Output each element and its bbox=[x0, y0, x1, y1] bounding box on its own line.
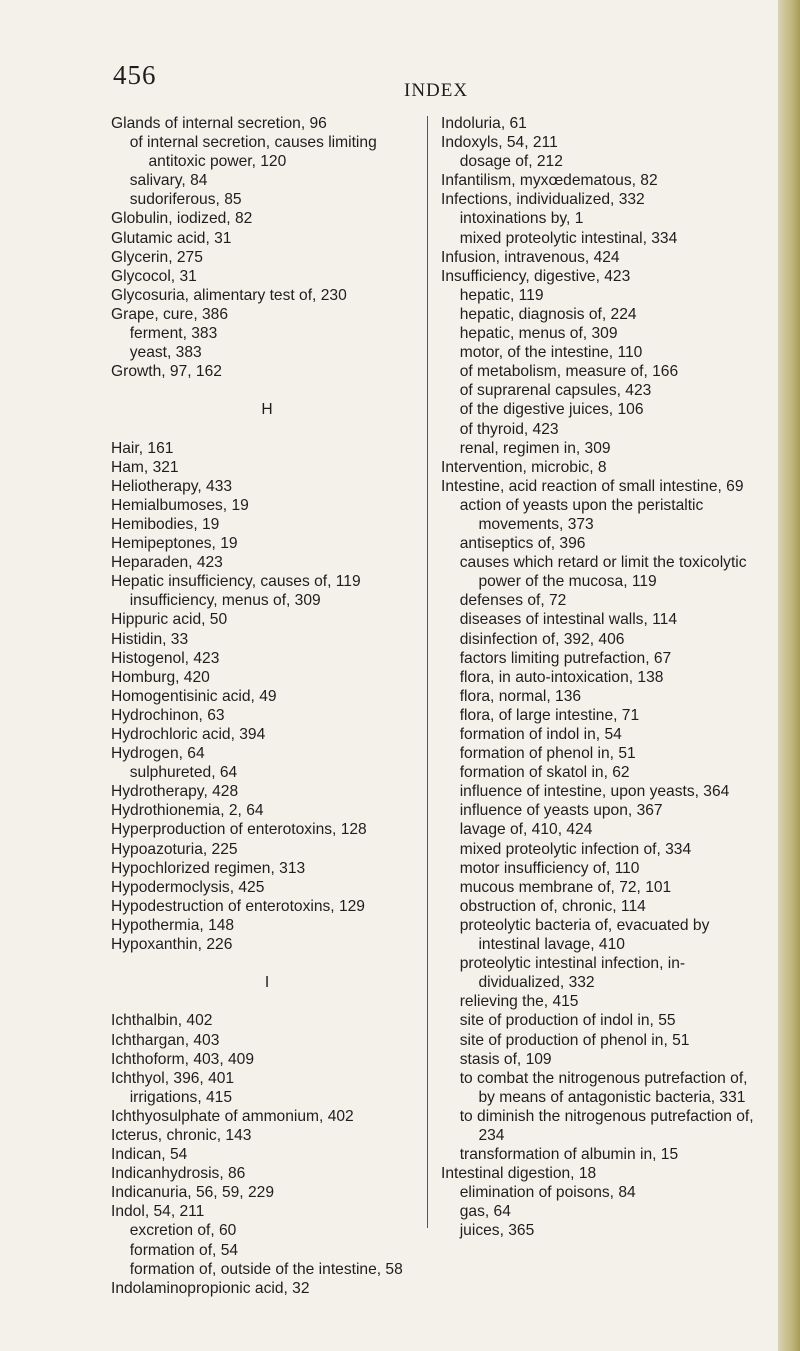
index-entry: Hydrogen, 64 bbox=[111, 745, 205, 763]
index-subentry: irrigations, 415 bbox=[129, 1088, 232, 1106]
index-subentry: of internal secretion, causes limiting antitoxic power, 120 bbox=[129, 134, 377, 171]
page-number: 456 bbox=[113, 60, 157, 90]
index-subentry: causes which retard or limit the toxicolytic power of the mucosa, 119 bbox=[459, 554, 747, 591]
index-entry: Hydrochloric acid, 394 bbox=[111, 726, 266, 743]
index-entry: Glycosuria, alimentary test of, 230 bbox=[111, 286, 347, 304]
index-subentry: hepatic, 119 bbox=[459, 286, 544, 304]
index-entry: Hypodestruction of enterotoxins, 129 bbox=[111, 897, 365, 915]
index-entry: Ichthalbin, 402 bbox=[111, 1012, 213, 1030]
index-subentry: mucous membrane of, 72, 101 bbox=[459, 878, 672, 896]
index-entry: Glutamic acid, 31 bbox=[111, 229, 232, 247]
index-subentry: hepatic, menus of, 309 bbox=[459, 325, 618, 343]
index-subentry: salivary, 84 bbox=[129, 172, 208, 190]
index-entry: Glands of internal secretion, 96 bbox=[111, 115, 327, 132]
index-subentry: to combat the nitrogenous putrefaction of, by means of antagonistic bacteria, 331 bbox=[459, 1069, 748, 1106]
index-subentry: mixed proteolytic infection of, 334 bbox=[459, 840, 692, 858]
index-subentry: gas, 64 bbox=[459, 1203, 511, 1221]
index-entry: Indol, 54, 211 bbox=[111, 1203, 205, 1221]
index-subentry: stasis of, 109 bbox=[459, 1050, 552, 1068]
index-entry: Hypochlorized regimen, 313 bbox=[111, 859, 306, 877]
index-subentry: action of yeasts upon the peristaltic movements, 373 bbox=[459, 496, 704, 533]
index-subentry: juices, 365 bbox=[459, 1222, 535, 1240]
spacer bbox=[111, 420, 423, 439]
index-subentry: proteolytic intestinal infection, individualized, 332 bbox=[459, 955, 686, 992]
index-subentry: disinfection of, 392, 406 bbox=[459, 630, 625, 648]
index-entry: Hypodermoclysis, 425 bbox=[111, 878, 265, 896]
index-subentry: formation of, outside of the intestine, 58 bbox=[129, 1260, 403, 1278]
index-entry: Indoluria, 61 bbox=[441, 115, 527, 132]
index-entry: Grape, cure, 386 bbox=[111, 305, 229, 323]
index-entry: Ichthyol, 396, 401 bbox=[111, 1069, 235, 1087]
index-entry: Ham, 321 bbox=[111, 458, 179, 476]
index-entry: Heparaden, 423 bbox=[111, 554, 223, 572]
index-subentry: formation of indol in, 54 bbox=[459, 726, 622, 743]
index-entry: Hair, 161 bbox=[111, 439, 174, 457]
index-subentry: ferment, 383 bbox=[129, 325, 218, 343]
index-subentry: excretion of, 60 bbox=[129, 1222, 237, 1240]
spacer bbox=[111, 954, 423, 973]
index-subentry: of metabolism, measure of, 166 bbox=[459, 363, 679, 381]
index-entry: Ichthoform, 403, 409 bbox=[111, 1050, 255, 1068]
index-entry: Homburg, 420 bbox=[111, 668, 210, 686]
index-subentry: formation of phenol in, 51 bbox=[459, 745, 636, 763]
index-entry: Glycocol, 31 bbox=[111, 267, 197, 285]
index-entry: Hydrothionemia, 2, 64 bbox=[111, 802, 264, 820]
index-entry: Hippuric acid, 50 bbox=[111, 611, 228, 629]
index-entry: Hemibodies, 19 bbox=[111, 515, 220, 533]
index-entry: Ichthyosulphate of ammonium, 402 bbox=[111, 1107, 354, 1125]
index-subentry: lavage of, 410, 424 bbox=[459, 821, 593, 839]
index-subentry: flora, of large intestine, 71 bbox=[459, 706, 640, 724]
index-entry: Infusion, intravenous, 424 bbox=[441, 248, 620, 266]
index-entry: Growth, 97, 162 bbox=[111, 363, 222, 381]
column-divider bbox=[427, 116, 428, 1228]
index-entry: Insufficiency, digestive, 423 bbox=[441, 267, 631, 285]
index-entry: Homogentisinic acid, 49 bbox=[111, 687, 277, 705]
index-entry: Indoxyls, 54, 211 bbox=[441, 134, 558, 152]
index-subentry: renal, regimen in, 309 bbox=[459, 439, 611, 457]
index-subentry: to diminish the nitrogenous putrefaction of, 234 bbox=[459, 1107, 754, 1144]
index-subentry: formation of, 54 bbox=[129, 1241, 239, 1259]
index-subentry: motor, of the intestine, 110 bbox=[459, 344, 643, 362]
index-subentry: of thyroid, 423 bbox=[459, 420, 559, 438]
index-subentry: insufficiency, menus of, 309 bbox=[129, 592, 321, 610]
page-edge bbox=[778, 0, 800, 1351]
index-subentry: intoxinations by, 1 bbox=[459, 210, 584, 228]
index-subentry: proteolytic bacteria of, evacuated by intestinal lavage, 410 bbox=[459, 916, 710, 954]
index-subentry: sudoriferous, 85 bbox=[129, 191, 242, 209]
index-subentry: of the digestive juices, 106 bbox=[459, 401, 644, 419]
index-entry: Intestine, acid reaction of small intestine, 69 bbox=[441, 477, 744, 495]
index-subentry: influence of yeasts upon, 367 bbox=[459, 802, 663, 820]
page-heading: INDEX bbox=[404, 80, 469, 101]
index-subentry: defenses of, 72 bbox=[459, 592, 567, 610]
index-entry: Hypothermia, 148 bbox=[111, 916, 235, 934]
spacer bbox=[111, 381, 423, 400]
index-subentry: formation of skatol in, 62 bbox=[459, 764, 630, 782]
index-entry: Intervention, microbic, 8 bbox=[441, 458, 607, 476]
index-entry: Indicanuria, 56, 59, 229 bbox=[111, 1184, 274, 1202]
index-entry: Infections, individualized, 332 bbox=[441, 191, 645, 209]
index-subentry: influence of intestine, upon yeasts, 364 bbox=[459, 783, 730, 801]
index-subentry: of suprarenal capsules, 423 bbox=[459, 382, 652, 400]
index-subentry: site of production of indol in, 55 bbox=[459, 1012, 676, 1030]
index-entry: Histidin, 33 bbox=[111, 630, 189, 648]
index-entry: Heliotherapy, 433 bbox=[111, 477, 233, 495]
index-entry: Hydrochinon, 63 bbox=[111, 706, 225, 724]
index-subentry: elimination of poisons, 84 bbox=[459, 1184, 636, 1202]
section-letter: H bbox=[261, 401, 273, 419]
index-entry: Histogenol, 423 bbox=[111, 649, 220, 667]
index-subentry: relieving the, 415 bbox=[459, 993, 579, 1011]
index-entry: Glycerin, 275 bbox=[111, 248, 203, 266]
index-subentry: hepatic, diagnosis of, 224 bbox=[459, 305, 637, 323]
index-entry: Hyperproduction of enterotoxins, 128 bbox=[111, 821, 367, 839]
index-subentry: dosage of, 212 bbox=[459, 153, 563, 171]
index-entry: Indican, 54 bbox=[111, 1146, 188, 1164]
index-subentry: site of production of phenol in, 51 bbox=[459, 1031, 690, 1049]
index-entry: Hepatic insufficiency, causes of, 119 bbox=[111, 573, 361, 591]
index-subentry: sulphureted, 64 bbox=[129, 764, 238, 782]
spacer bbox=[111, 992, 423, 1011]
index-subentry: obstruction of, chronic, 114 bbox=[459, 897, 646, 915]
index-entry: Icterus, chronic, 143 bbox=[111, 1126, 252, 1144]
index-entry: Indolaminopropionic acid, 32 bbox=[111, 1279, 310, 1297]
index-column-left bbox=[111, 114, 423, 1298]
index-entry: Hemipeptones, 19 bbox=[111, 535, 238, 553]
index-entry: Hypoazoturia, 225 bbox=[111, 840, 238, 858]
index-subentry: mixed proteolytic intestinal, 334 bbox=[459, 229, 678, 247]
index-subentry: diseases of intestinal walls, 114 bbox=[459, 611, 677, 629]
index-subentry: flora, normal, 136 bbox=[459, 687, 582, 705]
index-column-right bbox=[441, 114, 761, 1241]
section-letter: I bbox=[264, 974, 270, 992]
index-entry: Hydrotherapy, 428 bbox=[111, 783, 239, 801]
index-entry: Hypoxanthin, 226 bbox=[111, 936, 233, 954]
index-entry: Hemialbumoses, 19 bbox=[111, 496, 249, 514]
index-subentry: antiseptics of, 396 bbox=[459, 535, 586, 553]
index-subentry: transformation of albumin in, 15 bbox=[459, 1146, 679, 1164]
index-subentry: yeast, 383 bbox=[129, 344, 202, 362]
index-subentry: flora, in auto-intoxication, 138 bbox=[459, 668, 664, 686]
index-entry: Infantilism, myxœdematous, 82 bbox=[441, 172, 658, 190]
index-subentry: motor insufficiency of, 110 bbox=[459, 859, 640, 877]
index-entry: Globulin, iodized, 82 bbox=[111, 210, 253, 228]
index-entry: Indicanhydrosis, 86 bbox=[111, 1165, 246, 1183]
index-subentry: factors limiting putrefaction, 67 bbox=[459, 649, 672, 667]
index-entry: Ichthargan, 403 bbox=[111, 1031, 220, 1049]
index-entry: Intestinal digestion, 18 bbox=[441, 1165, 597, 1183]
